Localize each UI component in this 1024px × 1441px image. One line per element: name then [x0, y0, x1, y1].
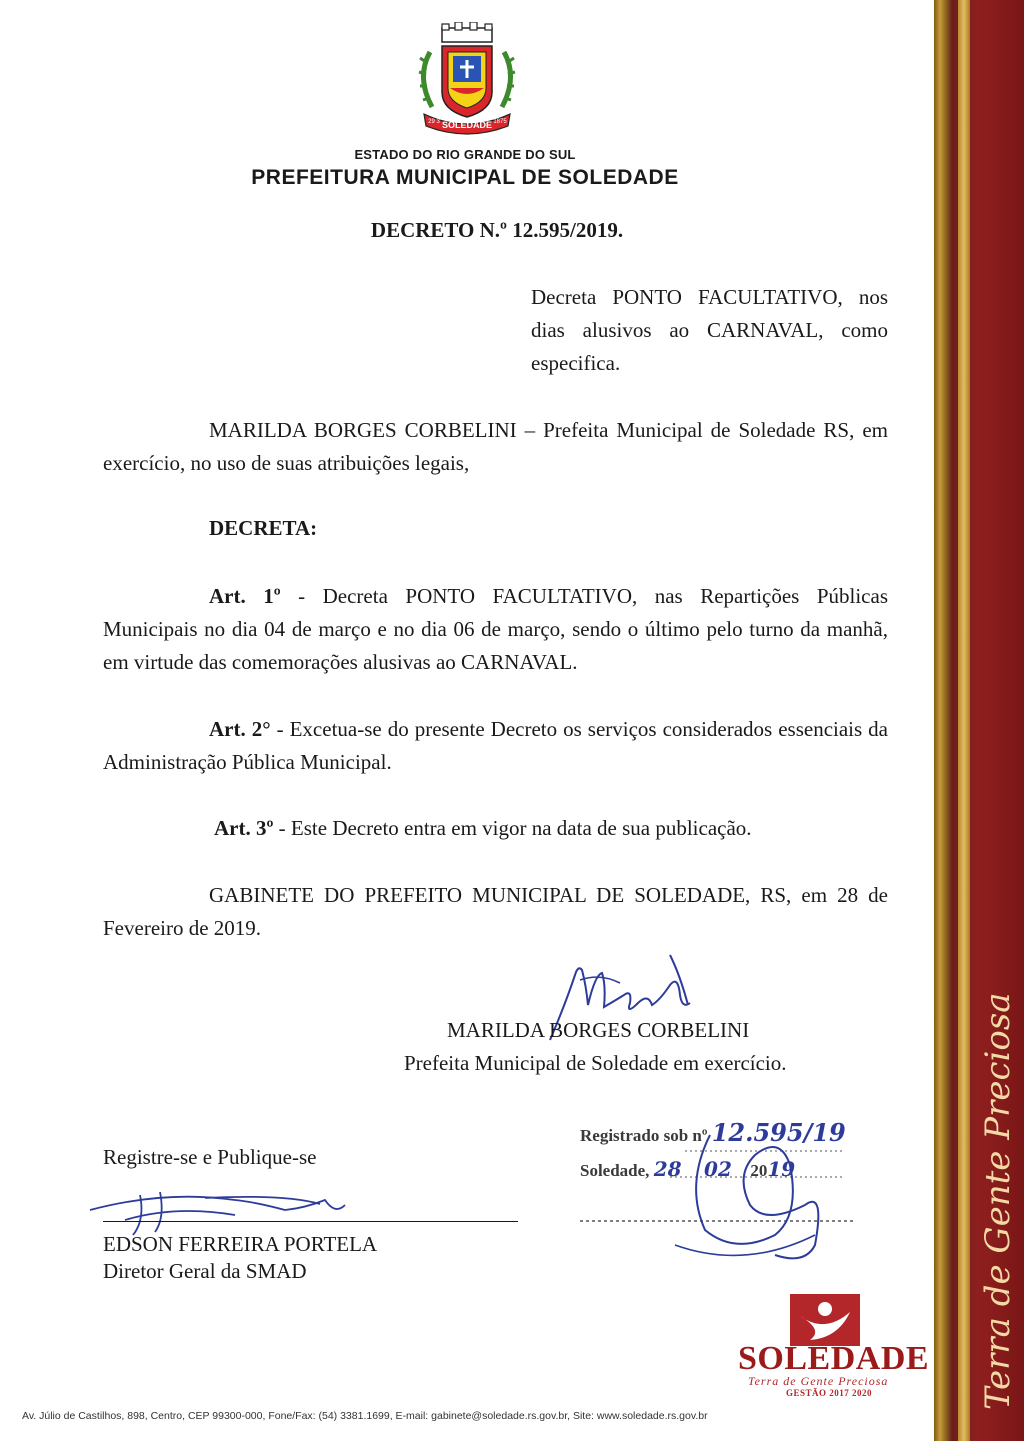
crest-date-right: 1875	[493, 119, 507, 125]
footer-address: Av. Júlio de Castilhos, 898, Centro, CEP 99300-000, Fone/Fax: (54) 3381.1699, E-mail: gabinete@soledade.rs.gov.br, Site: www.soledade.rs.gov.br	[22, 1410, 708, 1422]
mayor-role: Prefeita Municipal de Soledade em exercício.	[404, 1051, 787, 1075]
soledade-logo-icon	[790, 1294, 860, 1346]
director-name: EDSON FERREIRA PORTELA	[103, 1232, 378, 1256]
crest-date-left: 29 3	[428, 119, 440, 125]
stamp-registered-number: 12.595/19	[711, 1118, 846, 1147]
brand-gestao: GESTÃO 2017 2020	[786, 1388, 873, 1398]
side-band-slogan: Terra de Gente Preciosa	[978, 992, 1018, 1410]
decree-ementa: Decreta PONTO FACULTATIVO, nos dias alusivos ao CARNAVAL, como especifica.	[531, 285, 888, 375]
article-2-label: Art. 2°	[209, 717, 271, 741]
decree-title: DECRETO N.º 12.595/2019.	[370, 218, 624, 242]
decree-preamble: MARILDA BORGES CORBELINI – Prefeita Municipal de Soledade RS, em exercício, no uso de suas atribuições legais,	[103, 418, 888, 475]
article-1-label: Art. 1º	[209, 584, 281, 608]
side-band-gold-stripe	[958, 0, 970, 1441]
article-2	[103, 713, 888, 779]
stamp-date-line	[580, 1157, 795, 1181]
director-role: Diretor Geral da SMAD	[103, 1259, 307, 1283]
article-3-label: Art. 3º	[214, 816, 274, 840]
brand-name: SOLEDADE	[738, 1340, 930, 1377]
register-publish-note: Registre-se e Publique-se	[103, 1145, 317, 1169]
crest-ribbon-text: SOLEDADE	[441, 120, 493, 130]
brand-tagline: Terra de Gente Preciosa	[748, 1374, 889, 1388]
mayor-name: MARILDA BORGES CORBELINI	[447, 1018, 750, 1042]
stamp-day: 28	[653, 1157, 682, 1181]
gabinete-paragraph: GABINETE DO PREFEITO MUNICIPAL DE SOLEDADE, RS, em 28 de Fevereiro de 2019.	[103, 883, 888, 940]
stamp-year-suffix: 19	[767, 1157, 796, 1181]
stamp-city-label: Soledade,	[580, 1161, 650, 1180]
decreta-label: DECRETA:	[209, 516, 318, 540]
director-signature-line	[103, 1221, 518, 1222]
article-1-text: - Decreta PONTO FACULTATIVO, nas Repartições Públicas Municipais no dia 04 de março e no dia 06 de março, sendo o último pelo turno da manhã, em virtude das comemorações alusivas ao CARNAVAL.	[103, 584, 888, 674]
article-1	[103, 580, 888, 679]
stamp-year-prefix: 20	[750, 1161, 768, 1180]
article-2-text: - Excetua-se do presente Decreto os serviços considerados essenciais da Administração Pública Municipal.	[103, 717, 888, 774]
article-3	[214, 812, 914, 845]
prefeitura-heading: PREFEITURA MUNICIPAL DE SOLEDADE	[251, 166, 679, 189]
stamp-registered-label: Registrado sob nº	[580, 1126, 708, 1145]
state-heading: ESTADO DO RIO GRANDE DO SUL	[354, 147, 576, 162]
coat-of-arms-icon	[412, 22, 522, 137]
article-3-text: - Este Decreto entra em vigor na data de sua publicação.	[273, 816, 752, 840]
stamp-month: 02	[704, 1157, 732, 1181]
stamp-registered-line	[580, 1118, 846, 1147]
